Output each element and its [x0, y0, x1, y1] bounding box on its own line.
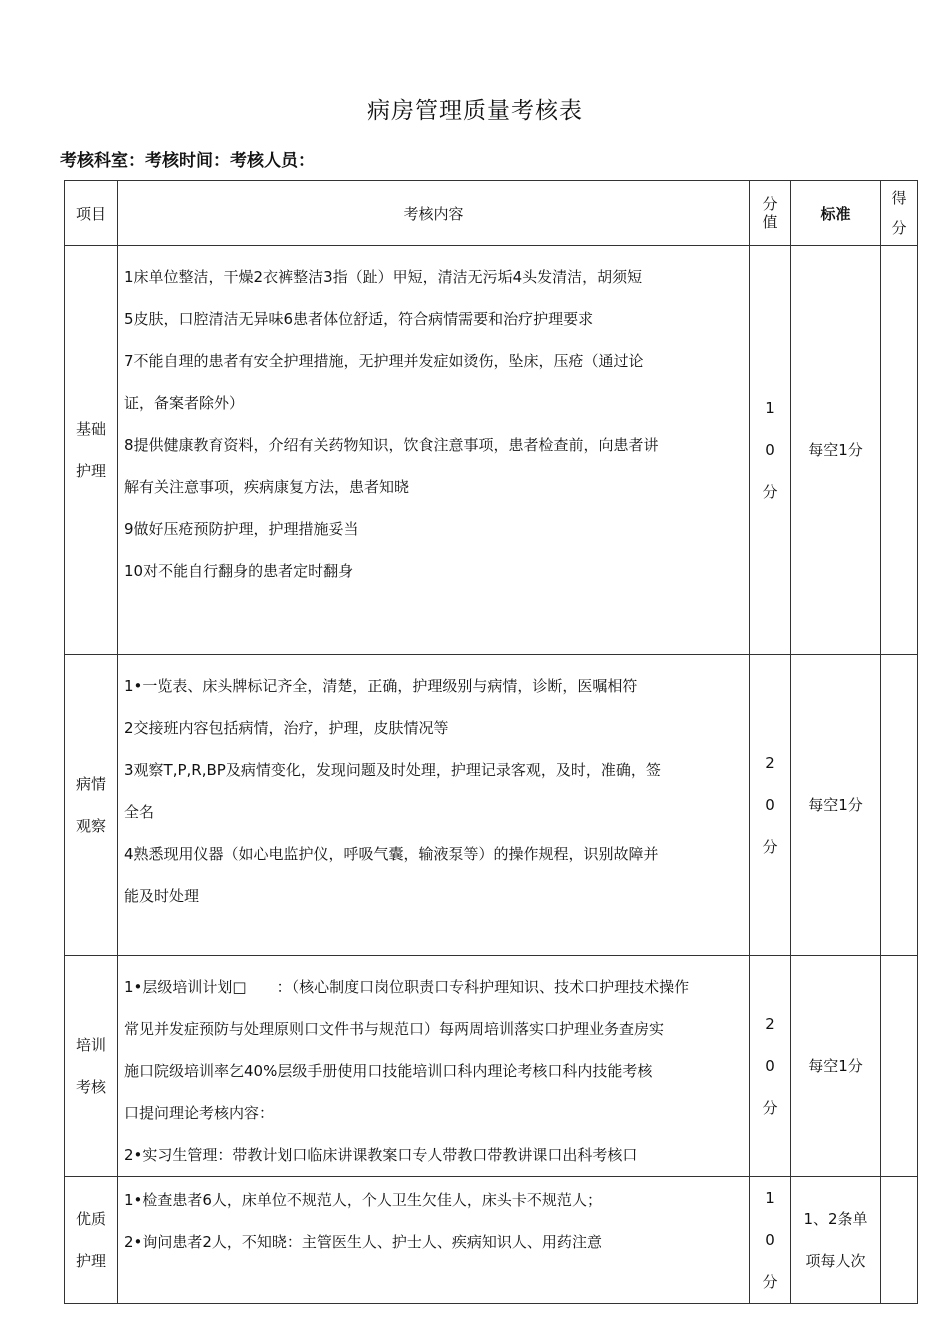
row-got-cell[interactable]: [881, 956, 918, 1177]
content-line: 1•检查患者6人，床单位不规范人，个人卫生欠佳人，床头卡不规范人；: [124, 1191, 602, 1209]
content-line: 能及时处理: [124, 887, 200, 905]
table-header-row: [65, 181, 918, 246]
row-item-text: 病情观察: [75, 775, 106, 835]
table-row: [65, 246, 918, 655]
row-item: [65, 246, 118, 655]
table-row: [65, 655, 918, 956]
content-line: 1床单位整洁，干燥2衣裤整洁3指（趾）甲短，清洁无污垢4头发清洁，胡须短: [124, 268, 643, 286]
content-line: 4熟悉现用仪器（如心电监护仪，呼吸气囊，输液泵等）的操作规程，识别故障并: [124, 845, 659, 863]
row-score: [750, 1177, 791, 1304]
header-score: [750, 181, 791, 246]
content-line: 1•一览表、床头牌标记齐全，清楚，正确，护理级别与病情，诊断，医嘱相符: [124, 677, 638, 695]
header-content: 考核内容: [118, 181, 750, 246]
content-line: 9做好压疮预防护理，护理措施妥当: [124, 520, 359, 538]
content-line: 全名: [124, 803, 155, 821]
row-item: [65, 1177, 118, 1304]
row-standard: 每空1分: [791, 246, 881, 655]
header-got-text: 得分: [891, 189, 907, 237]
assessment-meta: 考核科室：考核时间：考核人员：: [60, 151, 315, 171]
row-item-text: 优质护理: [75, 1210, 106, 1270]
row-content: [118, 956, 750, 1177]
row-score: [750, 655, 791, 956]
content-line: 5皮肤，口腔清洁无异味6患者体位舒适，符合病情需要和治疗护理要求: [124, 310, 594, 328]
row-standard: 每空1分: [791, 655, 881, 956]
table-row: [65, 956, 918, 1177]
row-standard: [791, 1177, 881, 1304]
content-line: 2交接班内容包括病情，治疗，护理，皮肤情况等: [124, 719, 449, 737]
row-standard-text: 1、2条单项每人次: [803, 1210, 868, 1270]
row-score-text: 20分: [762, 754, 778, 856]
row-got-cell[interactable]: [881, 246, 918, 655]
assessment-table: [64, 180, 918, 1304]
content-line: 2•询问患者2人，不知晓：主管医生人、护士人、疾病知识人、用药注意: [124, 1233, 602, 1251]
table-row: [65, 1177, 918, 1304]
page-title: 病房管理质量考核表: [367, 98, 583, 124]
header-standard: 标准: [791, 181, 881, 246]
content-line: 10对不能自行翻身的患者定时翻身: [124, 562, 354, 580]
row-content: [118, 1177, 750, 1304]
row-content: [118, 655, 750, 956]
row-score: [750, 246, 791, 655]
row-score-text: 20分: [762, 1015, 778, 1117]
header-score-text: 分值: [762, 195, 778, 231]
row-item: [65, 655, 118, 956]
row-got-cell[interactable]: [881, 1177, 918, 1304]
content-line: 3观察T,P,R,BP及病情变化，发现问题及时处理，护理记录客观，及时，准确，签: [124, 761, 661, 779]
header-item: 项目: [65, 181, 118, 246]
row-content: [118, 246, 750, 655]
content-line: 解有关注意事项，疾病康复方法，患者知晓: [124, 478, 410, 496]
row-item: [65, 956, 118, 1177]
content-line: 2•实习生管理：带教计划口临床讲课教案口专人带教口带教讲课口出科考核口: [124, 1146, 638, 1164]
content-line: 施口院级培训率乞40%层级手册使用口技能培训口科内理论考核口科内技能考核: [124, 1062, 653, 1080]
row-score-text: 10分: [762, 399, 778, 501]
row-got-cell[interactable]: [881, 655, 918, 956]
content-line: 证，备案者除外）: [124, 394, 245, 412]
row-item-text: 培训考核: [75, 1036, 106, 1096]
content-line: 1•层级培训计划□ ：（核心制度口岗位职责口专科护理知识、技术口护理技术操作: [124, 978, 690, 996]
content-line: 常见并发症预防与处理原则口文件书与规范口）每两周培训落实口护理业务查房实: [124, 1020, 665, 1038]
content-line: 8提供健康教育资料，介绍有关药物知识，饮食注意事项，患者检查前，向患者讲: [124, 436, 659, 454]
row-score: [750, 956, 791, 1177]
row-standard: 每空1分: [791, 956, 881, 1177]
row-score-text: 10分: [762, 1189, 778, 1291]
content-line: 7不能自理的患者有安全护理措施，无护理并发症如烫伤，坠床，压疮（通过论: [124, 352, 644, 370]
header-got: [881, 181, 918, 246]
row-item-text: 基础护理: [75, 420, 106, 480]
content-line: 口提问理论考核内容：: [124, 1104, 275, 1122]
